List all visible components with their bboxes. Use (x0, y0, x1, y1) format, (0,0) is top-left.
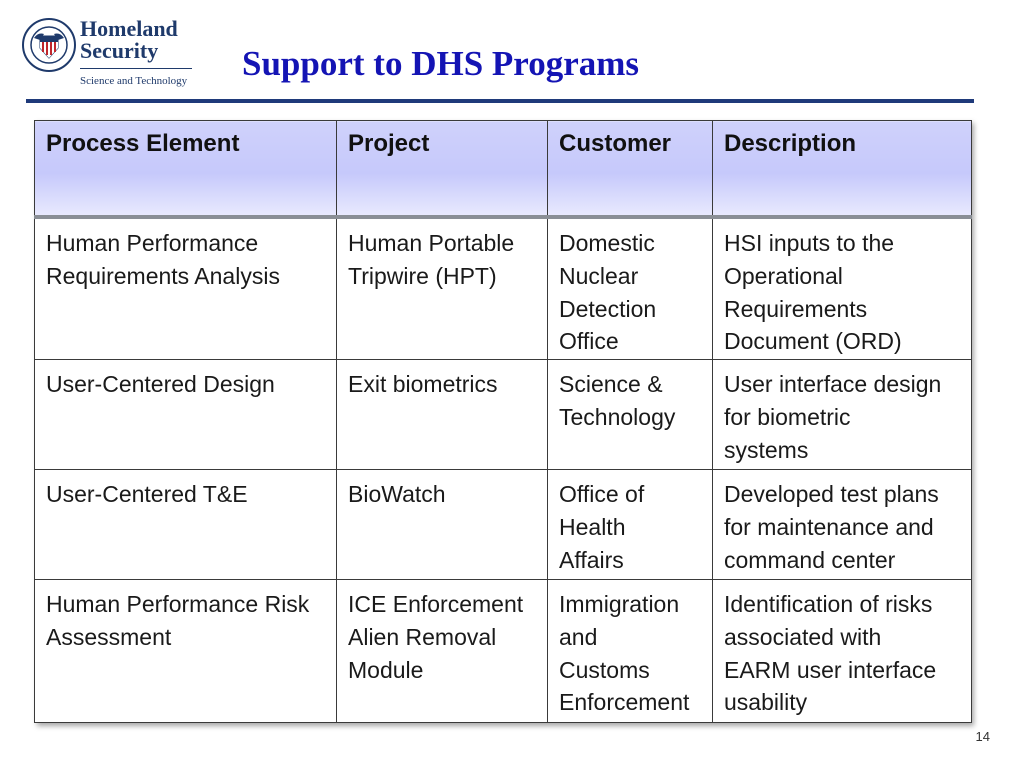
page-number: 14 (975, 729, 990, 744)
programs-table-container (34, 120, 971, 723)
cell-process (35, 360, 337, 470)
header-process-element: Process Element (35, 121, 337, 218)
cell-line: for maintenance and (724, 513, 934, 540)
cell-customer (548, 580, 713, 723)
cell-process (35, 470, 337, 580)
table-row (35, 580, 972, 723)
cell-line: Human Performance Risk (46, 591, 310, 617)
dhs-logo (22, 12, 194, 92)
cell-project (337, 470, 548, 580)
table-row (35, 360, 972, 470)
cell-line: Assessment (46, 623, 172, 650)
cell-line: User interface design (724, 371, 942, 397)
slide-title: Support to DHS Programs (242, 44, 640, 83)
cell-line: Office of (559, 481, 645, 507)
cell-line: EARM user interface (724, 656, 937, 683)
cell-description (713, 470, 972, 580)
cell-line: Human Portable (348, 230, 515, 256)
programs-table (34, 120, 972, 723)
cell-line: Immigration (559, 591, 680, 617)
cell-line: HSI inputs to the (724, 230, 895, 256)
cell-line: and (559, 623, 598, 650)
table-row (35, 470, 972, 580)
cell-line: Requirements Analysis (46, 262, 280, 289)
cell-line: command center (724, 546, 896, 573)
cell-line: Identification of risks (724, 591, 933, 617)
cell-customer (548, 217, 713, 360)
dhs-seal-icon (22, 18, 76, 72)
cell-project (337, 360, 548, 470)
cell-line: Domestic (559, 230, 655, 256)
cell-line: Tripwire (HPT) (348, 262, 497, 289)
cell-line: Enforcement (559, 689, 690, 716)
cell-line: Detection (559, 295, 657, 322)
cell-customer (548, 470, 713, 580)
cell-line: Module (348, 656, 424, 683)
cell-line: ICE Enforcement (348, 591, 524, 617)
cell-line: associated with (724, 623, 882, 650)
logo-divider (80, 68, 192, 69)
cell-line: Operational (724, 262, 843, 289)
cell-line: Document (ORD) (724, 328, 902, 355)
cell-line: Health (559, 513, 626, 540)
cell-line: systems (724, 436, 809, 463)
header-description: Description (713, 121, 972, 218)
cell-description (713, 580, 972, 723)
logo-text-homeland: Homeland (80, 16, 178, 41)
cell-line: Developed test plans (724, 481, 939, 507)
cell-project (337, 217, 548, 360)
cell-line: Office (559, 328, 619, 355)
cell-line: Nuclear (559, 262, 639, 289)
cell-line: BioWatch (348, 481, 446, 507)
cell-line: Alien Removal (348, 623, 497, 650)
logo-subtitle: Science and Technology (80, 75, 188, 87)
header-project: Project (337, 121, 548, 218)
table-header-row (35, 121, 972, 218)
cell-line: Technology (559, 403, 676, 430)
cell-line: User-Centered Design (46, 371, 275, 397)
cell-line: Science & (559, 371, 663, 397)
cell-line: Affairs (559, 546, 624, 573)
logo-text-security: Security (80, 38, 159, 63)
cell-line: Requirements (724, 295, 868, 322)
cell-line: for biometric (724, 403, 851, 430)
cell-line: Human Performance (46, 230, 259, 256)
table-row (35, 217, 972, 360)
cell-description (713, 217, 972, 360)
title-divider (26, 99, 974, 103)
cell-customer (548, 360, 713, 470)
cell-line: Exit biometrics (348, 371, 498, 397)
cell-description (713, 360, 972, 470)
header-customer: Customer (548, 121, 713, 218)
cell-process (35, 217, 337, 360)
cell-line: User-Centered T&E (46, 481, 248, 507)
cell-line: usability (724, 689, 808, 716)
cell-process (35, 580, 337, 723)
cell-line: Customs (559, 656, 650, 683)
cell-project (337, 580, 548, 723)
